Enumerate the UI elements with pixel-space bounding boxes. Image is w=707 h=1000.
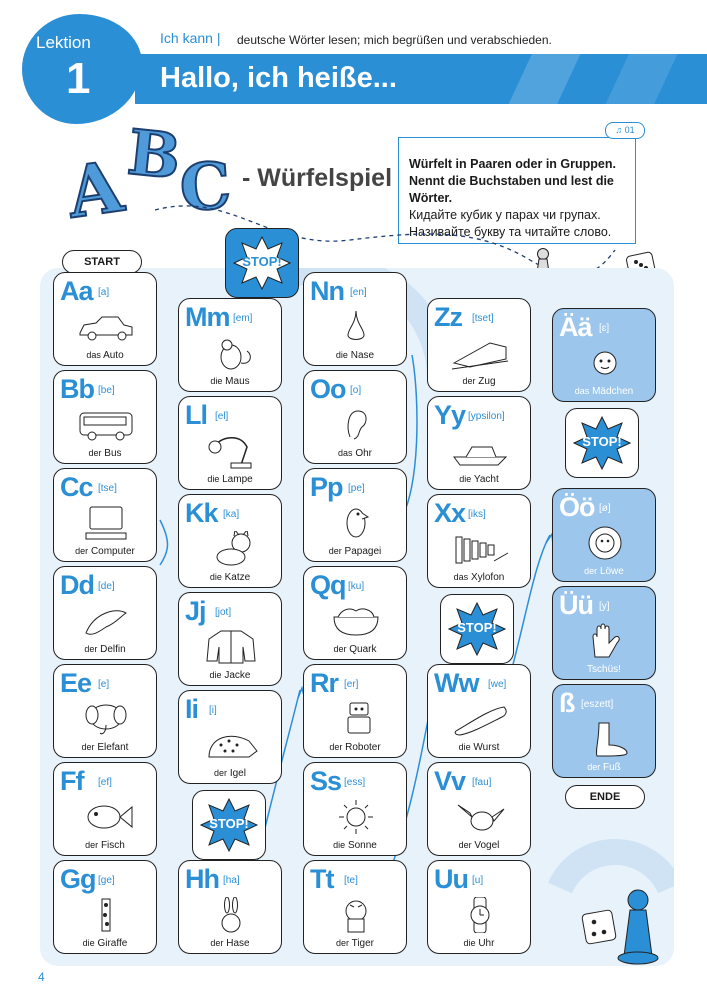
card-pronunciation: [we]	[488, 679, 507, 690]
card-noun: Auto	[103, 350, 124, 361]
instruction-ukrainian: Кидайте кубик у парах чи групах. Називайте букву та читайте слово.	[409, 208, 612, 239]
card-noun: Computer	[90, 546, 135, 557]
speaker-icon: ♫	[615, 125, 623, 135]
card-letter: Qq	[310, 570, 346, 600]
letter-card-p	[303, 468, 407, 562]
letter-card-k	[178, 494, 282, 588]
stop-tile	[225, 228, 299, 298]
card-noun: Fisch	[100, 840, 125, 851]
card-noun: Zug	[478, 376, 496, 387]
letter-card-q	[303, 566, 407, 660]
letter-card-r	[303, 664, 407, 758]
stop-tile	[440, 594, 514, 664]
stop-text: STOP!	[209, 816, 249, 831]
start-label: START	[62, 250, 142, 274]
stop-text: STOP!	[242, 254, 282, 269]
letter-card-a	[53, 272, 157, 366]
card-pronunciation: [fau]	[472, 777, 492, 788]
card-pronunciation: [o]	[350, 385, 362, 396]
card-pronunciation: [el]	[215, 411, 229, 422]
card-letter: Bb	[60, 374, 94, 404]
letter-card-ss	[552, 684, 656, 778]
letter-card-f	[53, 762, 157, 856]
card-article: die	[459, 474, 472, 484]
letter-card-c	[53, 468, 157, 562]
card-noun: Giraffe	[97, 938, 128, 949]
card-noun: Roboter	[345, 742, 381, 753]
card-article: die	[458, 742, 471, 752]
letter-card-l	[178, 396, 282, 490]
letter-card-d	[53, 566, 157, 660]
card-letter: Vv	[434, 766, 466, 796]
card-noun: Mädchen	[592, 386, 634, 397]
stop-text: STOP!	[457, 620, 497, 635]
card-letter: ß	[559, 688, 575, 718]
big-letter-c: C	[177, 148, 234, 227]
card-article: der	[214, 768, 228, 778]
card-article: der	[335, 938, 349, 948]
card-pronunciation: [jot]	[215, 607, 232, 618]
card-letter: Ii	[185, 694, 199, 724]
card-noun: Löwe	[599, 566, 624, 577]
card-article: der	[333, 644, 347, 654]
stop-tile	[192, 790, 266, 860]
card-pronunciation: [em]	[233, 313, 253, 324]
big-letter-a: A	[62, 144, 128, 235]
card-pronunciation: [ku]	[348, 581, 365, 592]
card-letter: Zz	[434, 302, 462, 332]
letter-card-s	[303, 762, 407, 856]
card-letter: Nn	[310, 276, 344, 306]
letter-card-x	[427, 494, 531, 588]
card-article: der	[75, 546, 89, 556]
waving-hand-icon	[575, 623, 635, 659]
can-label: Ich kann |	[160, 30, 221, 46]
card-noun: Delfin	[100, 644, 126, 655]
card-pronunciation: [en]	[350, 287, 367, 298]
card-noun: Uhr	[478, 938, 495, 949]
card-noun: Elefant	[97, 742, 129, 753]
card-pronunciation: [ypsilon]	[468, 411, 505, 422]
card-noun: Wurst	[473, 742, 500, 753]
card-letter: Mm	[185, 302, 230, 332]
card-pronunciation: [ka]	[223, 509, 240, 520]
card-letter: Ll	[185, 400, 207, 430]
card-article: der	[587, 762, 601, 772]
letter-card-o	[303, 370, 407, 464]
card-pronunciation: [eszett]	[581, 699, 614, 710]
bird-icon	[450, 799, 510, 835]
lamp-icon	[201, 433, 261, 469]
card-article: der	[458, 840, 472, 850]
letter-card-ue	[552, 586, 656, 680]
car-icon	[76, 309, 136, 345]
card-pronunciation: [ef]	[98, 777, 112, 788]
card-pronunciation: [be]	[98, 385, 115, 396]
card-noun: Quark	[349, 644, 377, 655]
card-article: der	[81, 742, 95, 752]
card-article: die	[210, 376, 223, 386]
card-noun: Lampe	[222, 474, 253, 485]
letter-card-z	[427, 298, 531, 392]
card-noun: Maus	[225, 376, 250, 387]
computer-icon	[76, 505, 136, 541]
letter-card-b	[53, 370, 157, 464]
card-pronunciation: [iks]	[468, 509, 486, 520]
train-icon	[450, 335, 510, 371]
card-noun: Katze	[224, 572, 251, 583]
card-pronunciation: [ess]	[344, 777, 366, 788]
watch-icon	[450, 897, 510, 933]
card-pronunciation: [y]	[599, 601, 610, 612]
letter-card-w	[427, 664, 531, 758]
card-letter: Xx	[434, 498, 466, 528]
tiger-icon	[326, 897, 386, 933]
card-article: der	[85, 840, 99, 850]
card-noun: Tschüs!	[587, 664, 621, 675]
fish-icon	[76, 799, 136, 835]
card-article: das	[574, 386, 590, 396]
card-noun: Hase	[226, 938, 250, 949]
cat-icon	[201, 531, 261, 567]
audio-track[interactable]	[605, 122, 645, 139]
card-noun: Jacke	[224, 670, 251, 681]
card-article: das	[338, 448, 353, 458]
card-letter: Pp	[310, 472, 343, 502]
xylophone-icon	[450, 531, 510, 567]
card-noun: Papagei	[344, 546, 382, 557]
card-letter: Aa	[60, 276, 93, 306]
stop-tile	[565, 408, 639, 478]
letter-card-i	[178, 690, 282, 784]
foot-icon	[575, 721, 635, 757]
jacket-icon	[201, 629, 261, 665]
card-article: die	[207, 474, 220, 484]
letter-card-e	[53, 664, 157, 758]
card-article: die	[335, 350, 348, 360]
card-pronunciation: [ø]	[599, 503, 611, 514]
card-pronunciation: [pe]	[348, 483, 365, 494]
card-article: der	[328, 546, 342, 556]
card-article: der	[88, 448, 102, 458]
card-letter: Gg	[60, 864, 96, 894]
girl-icon	[575, 345, 635, 381]
card-letter: Ff	[60, 766, 84, 796]
card-article: der	[210, 938, 224, 948]
card-noun: Fuß	[603, 762, 621, 773]
lesson-number: 1	[66, 54, 91, 103]
card-pronunciation: [a]	[98, 287, 110, 298]
card-noun: Yacht	[473, 474, 499, 485]
card-pronunciation: [ha]	[223, 875, 240, 886]
card-noun: Igel	[229, 768, 246, 779]
letter-card-ae	[552, 308, 656, 402]
lion-icon	[575, 525, 635, 561]
card-pronunciation: [de]	[98, 581, 115, 592]
card-pronunciation: [te]	[344, 875, 358, 886]
sausage-icon	[450, 701, 510, 737]
card-letter: Cc	[60, 472, 93, 502]
card-article: die	[209, 572, 222, 582]
giraffe-icon	[76, 897, 136, 933]
card-pronunciation: [er]	[344, 679, 359, 690]
can-text: deutsche Wörter lesen; mich begrüßen und verabschieden.	[237, 33, 552, 47]
elephant-icon	[76, 701, 136, 737]
bowl-icon	[326, 603, 386, 639]
card-letter: Yy	[434, 400, 466, 430]
card-article: das	[453, 572, 469, 582]
card-article: die	[333, 840, 346, 850]
card-pronunciation: [e]	[98, 679, 110, 690]
card-letter: Kk	[185, 498, 218, 528]
card-letter: Dd	[60, 570, 94, 600]
card-letter: Ää	[559, 312, 592, 342]
page-number: 4	[38, 970, 45, 984]
card-noun: Bus	[104, 448, 122, 459]
parrot-icon	[326, 505, 386, 541]
card-article: der	[84, 644, 98, 654]
bus-icon	[76, 407, 136, 443]
card-noun: Sonne	[347, 840, 377, 851]
card-letter: Ee	[60, 668, 92, 698]
card-noun: Nase	[350, 350, 375, 361]
letter-card-u	[427, 860, 531, 954]
hedgehog-icon	[201, 727, 261, 763]
card-letter: Oo	[310, 374, 346, 404]
card-article: die	[82, 938, 95, 948]
card-noun: Tiger	[351, 938, 375, 949]
letter-card-m	[178, 298, 282, 392]
letter-card-y	[427, 396, 531, 490]
card-pronunciation: [i]	[209, 705, 217, 716]
letter-card-h	[178, 860, 282, 954]
rabbit-icon	[201, 897, 261, 933]
card-letter: Hh	[185, 864, 219, 894]
robot-icon	[326, 701, 386, 737]
page-title: Hallo, ich heiße...	[160, 62, 397, 94]
ear-icon	[326, 407, 386, 443]
sun-icon	[326, 799, 386, 835]
card-letter: Uu	[434, 864, 468, 894]
card-noun: Xylofon	[470, 572, 505, 583]
letter-card-g	[53, 860, 157, 954]
stop-text: STOP!	[582, 434, 622, 449]
card-pronunciation: [tse]	[98, 483, 117, 494]
card-letter: Rr	[310, 668, 339, 698]
audio-track-number: 01	[624, 125, 635, 135]
card-article: die	[209, 670, 222, 680]
big-letter-b: B	[124, 115, 185, 194]
card-letter: Jj	[185, 596, 206, 626]
card-article: die	[463, 938, 476, 948]
end-label: ENDE	[565, 785, 645, 809]
game-title: - Würfelspiel	[242, 164, 393, 192]
pawn-dice-illustration	[576, 880, 676, 970]
letter-card-v	[427, 762, 531, 856]
card-letter: Üü	[559, 590, 593, 620]
nose-icon	[326, 309, 386, 345]
yacht-icon	[450, 433, 510, 469]
card-article: der	[584, 566, 598, 576]
card-letter: Ww	[434, 668, 479, 698]
letter-card-t	[303, 860, 407, 954]
letter-card-j	[178, 592, 282, 686]
card-noun: Ohr	[355, 448, 372, 459]
dolphin-icon	[76, 603, 136, 639]
card-noun: Vogel	[474, 840, 500, 851]
card-article: der	[462, 376, 476, 386]
card-letter: Ss	[310, 766, 342, 796]
lesson-label: Lektion	[36, 33, 91, 52]
letter-card-n	[303, 272, 407, 366]
card-article: der	[329, 742, 343, 752]
card-letter: Tt	[310, 864, 334, 894]
card-pronunciation: [u]	[472, 875, 484, 886]
card-pronunciation: [ɛ]	[599, 323, 610, 334]
letter-card-oe	[552, 488, 656, 582]
mouse-icon	[201, 335, 261, 371]
card-pronunciation: [ge]	[98, 875, 115, 886]
instruction-german: Würfelt in Paaren oder in Gruppen. Nennt die Buchstaben und lest die Wörter.	[409, 157, 616, 205]
card-pronunciation: [tset]	[472, 313, 494, 324]
card-article: das	[86, 350, 101, 360]
card-letter: Öö	[559, 492, 595, 522]
